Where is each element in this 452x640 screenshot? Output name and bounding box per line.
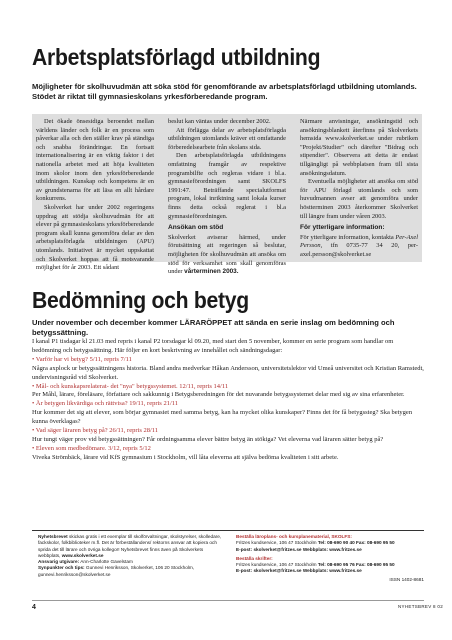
program-heading: • Vad säger läraren betyg på? 26/11, repris 28/11 — [32, 427, 159, 435]
article-column-3 — [300, 118, 418, 260]
website-link[interactable]: www.skolverket.se — [61, 552, 104, 558]
contact-details: , tfn 0735-77 34 20, per-axel.persson@skolverket.se — [300, 242, 418, 258]
article-lead: Under november och december kommer LÄRARÖPPET att sända en serie inslag om bedömning och betygssättning. — [32, 318, 395, 337]
text: För ytterligare information, kontakta — [300, 233, 396, 241]
paragraph: Att förlägga delar av arbetsplatsförlagda utbildningen utomlands kräver ett omfattande förberedelsearbete från skolans sida. — [168, 126, 286, 151]
paragraph: Eventuella möjligheter att ansöka om stöd för APU förlagd utomlands och som huvudmannen avser att genomföra under höstterminen 2003 återkommer Skolverket till längre fram under våren 2003. — [300, 178, 418, 220]
program-heading: • Är betygen likvärdiga och rättvisa? 19/11, repris 21/11 — [32, 400, 179, 408]
subheading: För ytterligare information: — [300, 224, 385, 232]
footer-info — [38, 534, 224, 559]
paragraph: I kanal P1 tisdagar kl 21.03 med repris i kanal P2 torsdagar kl 09.20, med start den 5 november, kommer en serie program som handlar om bedömning och betygssättning. Här följer en kort beskrivning av innehållet och sändningsdagar: — [32, 338, 394, 354]
bold-text: vårterminen 2003. — [184, 268, 239, 276]
program-heading: • Eleven som medbedömare. 3/12, repris 5/12 — [32, 444, 151, 452]
article-lead: Möjligheter för skolhuvudmän att söka stöd för genomförande av arbetsplatsförlagd utbildning utomlands. Stödet är riktat till gymnasieskolans yrkesförberedande program. — [32, 82, 417, 101]
program-list — [32, 356, 424, 463]
website-link[interactable]: www.skolverket.se — [325, 135, 374, 143]
program-heading: • Mål- och kunskapsrelaterat- det "nya" betygssystemet. 12/11, repris 14/11 — [32, 382, 229, 390]
article-column-2 — [168, 118, 286, 277]
footer-info: E-post: skolverket@fritzes.se Webbplats: www.fritzes.se — [236, 546, 362, 552]
contact-name: Per-Axel Persson — [300, 233, 418, 250]
paragraph: Det ökade önsesidiga beroendet mellan världens länder och folk är en process som påverkar alla och den ställer krav på ständiga och snabba förändringar. En fortsatt internationalisering är en viktig faktor i det nationella arbetet med att höja kvaliteten inom skolor inom den yrkesförberedande utbildningen. Kunskap och kompetens är en av grundstenarna för att läsa en allt hårdare konkurrens. — [36, 118, 154, 203]
text: Fritzes kundservice, 106 47 Stockholm — [236, 562, 318, 568]
magazine-name: NYHETSBREV 8 02 — [398, 604, 444, 609]
article-body — [32, 338, 424, 463]
footer-right — [236, 534, 424, 583]
footer-heading: Beställa läroplans- och kursplanematerial, SKOLFS: — [236, 534, 352, 539]
footer-heading: Beställa skrifter: — [236, 555, 273, 561]
page-number: 4 — [32, 604, 36, 611]
program-description: Viveka Strömbäck, lärare vid KfS gymnasium i Stockholm, vill låta eleverna att själva bedöma kvaliteten i sitt arbete. — [32, 453, 339, 461]
text: skickas gratis i ett exemplar till skolförvaltningar, skolstyrelser, skolledare, fackskolor, folkbiblioteker m.fl. Det är förbeställandens/ rektorns ansvar att kopiera och sprida det till lärare och övriga kollegor! Nyhetsbrevet finns även på Skolverkets webbplats, — [38, 534, 222, 558]
article-title: Bedömning och betyg — [32, 287, 249, 313]
article-title: Arbetsplatsförlagd utbildning — [32, 44, 321, 70]
footer-info: E-post: skolverket@fritzes.se Webbplats: www.fritzes.se — [236, 568, 362, 574]
text: Skolverket aviserar härmed, under förutsättning att regeringen så beslutar, möjligheten för skolhuvudmän att ansöka om stöd för verksamhet som skall genomföras under — [168, 233, 286, 276]
text: Gunnevi Henriksson, Skolverket, 106 20 Stockholm, gunnevi.henriksson@skolverket.se — [38, 565, 195, 577]
label: Nyhetsbrevet — [38, 534, 68, 539]
paragraph — [300, 118, 418, 178]
program-heading: • Varför har vi betyg? 5/11, repris 7/11 — [32, 355, 132, 363]
program-description: Hur kommer det sig att elever, som börjar gymnasiet med samma betyg, kan ha mycket olika kunskaper? Finns det för få betygssteg? Ska betygen kunna överklagas? — [32, 409, 413, 426]
phone: Tel: 08-690 95 76 Fax: 08-690 95 50 — [317, 562, 395, 568]
program-description: Några axplock ur betygssättningens historia. Bland andra medverkar Håkan Andersson, universitetslektor vid Umeå universitet och Kristian Ramstedt, undervisningsråd vid Skolverket. — [32, 364, 424, 381]
paragraph: Skolverket har under 2002 regeringens uppdrag att stödja skolhuvudmän för att elever på gymnasieskolans yrkesförberedande program skall kunna genomföra delar av den arbetsplatsförlagda utbildningen (APU) utomlands. Initiativet är mycket uppskattat och Skolverket hoppas att få motsvarande möjlighet för år 2003. Ett sådant — [36, 203, 154, 272]
text: Ann-Charlotte Gavelstam — [79, 559, 133, 565]
program-description: Per Måhl, lärare, föreläsare, författare och sakkunnig i Betygsberedningen för det nuvarande betygssystemet delar med sig av sina erfarenheter. — [32, 391, 405, 399]
label: Synpunkter och tips: — [38, 565, 85, 571]
label: Ansvarig utgivare: — [38, 559, 80, 565]
subheading: Ansökan om stöd — [168, 224, 224, 232]
phone: Tel: 08-690 90 40 Fax: 08-690 95 50 — [317, 540, 395, 546]
text: Närmare anvisningar, ansökningstid och ansökningsblankett återfinns på Skolverkets hemsida — [300, 118, 418, 143]
footer-left — [38, 534, 224, 578]
paragraph: Den arbetsplatsförlagda utbildningens omfattning framgår av respektive programbilfte och regleras vidare i bl.a. gymnasieförordningen samt SKOLFS 1991:47. Beträffande specialutformat program, lokal inriktning samt lokala kurser finns detta också reglerat i bl.a gymnasieförordningen. — [168, 152, 286, 220]
paragraph — [168, 234, 286, 277]
text: under rubriken "Projekt/Studier" och därefter "Bidrag och stipendier". Observera att detta är endast tillgängligt på webbplatsen fram till sista ansökningsdatum. — [300, 135, 418, 177]
text: Fritzes kundservice, 106 47 Stockholm — [236, 540, 318, 546]
paragraph: beslut kan väntas under december 2002. — [168, 118, 271, 125]
issn: ISSN 1402-8681 — [389, 576, 424, 582]
program-description: Hur tungt väger prov vid betygssättningen? Får ordningsamma elever bättre betyg än stökiga? Vet eleverna vad läraren sätter betyg på? — [32, 435, 384, 443]
masthead-footer — [32, 530, 424, 582]
article-column-1 — [36, 118, 154, 273]
divider — [32, 600, 424, 601]
footer-info — [38, 565, 224, 578]
paragraph — [300, 234, 418, 260]
